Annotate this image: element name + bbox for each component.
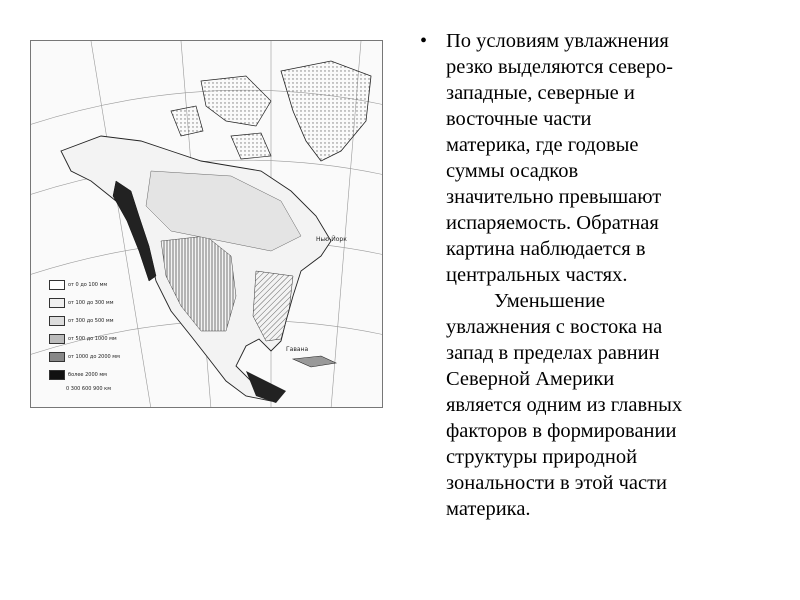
legend-item [49,295,139,311]
slide-text [420,28,760,522]
place-label-new-york: Нью-Йорк [316,236,347,243]
legend-label: от 300 до 500 мм [68,318,114,324]
scale-label: 0 300 600 900 км [66,386,111,392]
legend-label: от 100 до 300 мм [68,300,114,306]
legend-swatch [49,280,65,290]
paragraph-humidity-decrease: Уменьшение увлажнения с востока на запад в пределах равнин Северной Америки является одним из главных факторов в формировании структуры природной зональности в этой части материка. [446,290,683,520]
bullet-paragraph [420,28,760,522]
bullet-icon: • [420,30,428,52]
legend-swatch [49,316,65,326]
legend-item [49,277,139,293]
legend-label: от 1000 до 2000 мм [68,354,120,360]
legend-swatch [49,298,65,308]
legend-label: более 2000 мм [68,372,107,378]
legend-item [49,331,139,347]
legend-item [49,349,139,365]
map-scale [66,377,111,395]
legend-label: от 500 до 1000 мм [68,336,117,342]
legend-swatch [49,370,65,380]
arctic-islands-shape [171,76,271,159]
map-legend [49,277,139,385]
legend-label: от 0 до 100 мм [68,282,108,288]
legend-swatch [49,334,65,344]
legend-swatch [49,352,65,362]
place-label-gavana: Гавана [286,346,309,353]
legend-item [49,313,139,329]
cuba-shape [293,356,336,367]
greenland-shape [281,61,371,161]
paragraph-humidity-conditions: По условиям увлажнения резко выделяются северо- западные, северные и восточные части материка, где годовые суммы осадков значительно превышают испаряемость. Обратная картина наблюдается в центральных частях. [446,30,673,286]
precipitation-map [30,40,383,408]
